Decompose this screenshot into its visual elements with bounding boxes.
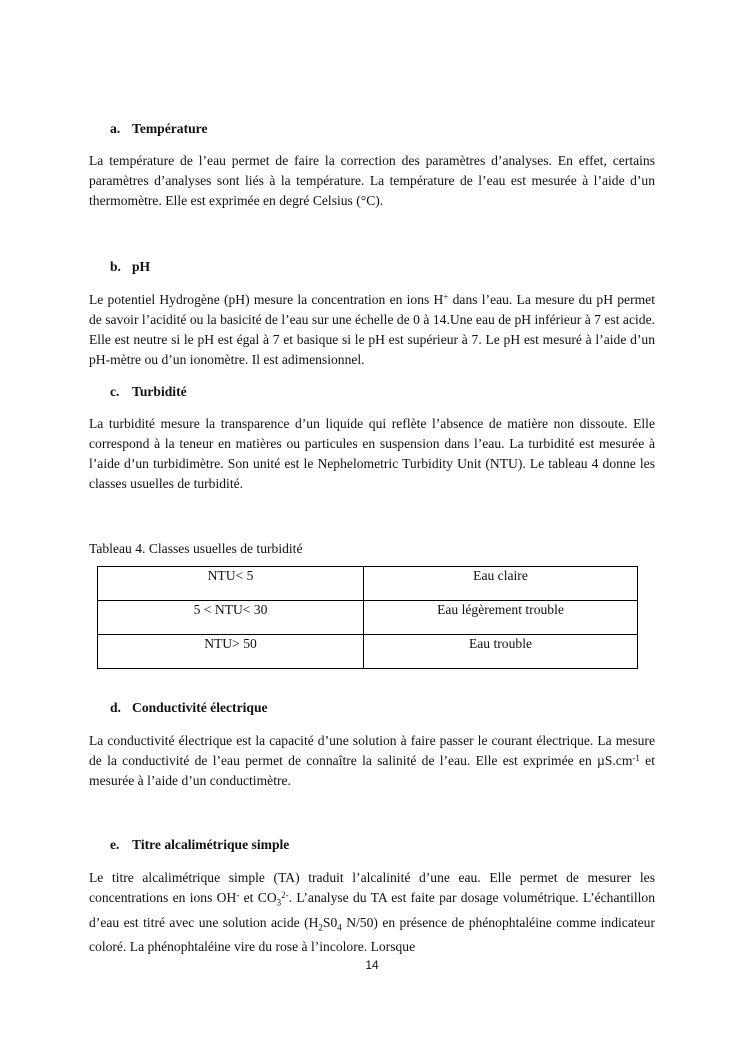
heading-titre-alcalimetrique xyxy=(110,837,289,853)
turbidity-table xyxy=(97,566,638,669)
superscript: + xyxy=(443,292,449,302)
table-row xyxy=(98,635,638,669)
paragraph-turbidite: La turbidité mesure la transparence d’un liquide qui reflète l’absence de matière non dissoute. Elle correspond à la teneur en matières ou particules en suspension dans l’eau. La turbidité est mesurée à l’aide d’un turbidimètre. Son unité est le Nephelometric Turbidity Unit (NTU). Le tableau 4 donne les classes usuelles de turbidité. xyxy=(89,416,655,491)
subscript: 2 xyxy=(318,922,323,933)
text-run: N/50) en présence de phénophtaléine comme indicateur coloré. La phénophtaléine vire du rose à l’incolore. Lorsque xyxy=(89,914,655,955)
table-cell: Eau légèrement trouble xyxy=(364,601,638,635)
heading-turbidite xyxy=(110,384,187,400)
text-run: . L’analyse du TA est faite par dosage volumétrique. L’échantillon d’eau est titré avec une solution acide (H xyxy=(89,890,655,930)
paragraph-titre-alcalimetrique xyxy=(89,868,655,957)
text-run: dans l’eau. La mesure du pH permet de savoir l’acidité ou la basicité de l’eau sur une échelle de 0 à 14.Une eau de pH inférieur à 7 est acide. Elle est neutre si le pH est égal à 7 et basique si le pH est supérieur à 7. Le pH est mesuré à l’aide d’un pH-mètre ou d’un ionomètre. Il est adimensionnel. xyxy=(89,292,655,367)
superscript: 2- xyxy=(281,890,289,900)
table-row xyxy=(98,601,638,635)
table-cell: 5 < NTU< 30 xyxy=(98,601,364,635)
text-run: et CO xyxy=(239,890,277,905)
paragraph-conductivite xyxy=(89,731,655,791)
table-cell: Eau trouble xyxy=(364,635,638,669)
table-cell: NTU< 5 xyxy=(98,567,364,601)
table-cell: NTU> 50 xyxy=(98,635,364,669)
heading-conductivite xyxy=(110,700,268,716)
heading-temperature xyxy=(110,121,208,137)
heading-letter: c. xyxy=(110,384,120,399)
heading-letter: e. xyxy=(110,837,120,852)
text-run: Le titre alcalimétrique simple (TA) traduit l’alcalinité d’une eau. Elle permet de mesurer les concentrations en ions OH xyxy=(89,870,655,905)
paragraph-temperature: La température de l’eau permet de faire la correction des paramètres d’analyses. En effet, certains paramètres d’analyses sont liés à la température. La température de l’eau est mesurée à l’aide d’un thermomètre. Elle est exprimée en degré Celsius (°C). xyxy=(89,153,655,208)
text-run: La conductivité électrique est la capacité d’une solution à faire passer le courant électrique. La mesure de la conductivité de l’eau permet de connaître la salinité de l’eau. Elle est exprimée en µS.cm xyxy=(89,733,655,768)
table-caption: Tableau 4. Classes usuelles de turbidité xyxy=(89,541,303,556)
subscript: 3 xyxy=(276,897,282,908)
heading-title: Conductivité électrique xyxy=(132,700,268,715)
heading-ph xyxy=(110,259,150,275)
text-run: S0 xyxy=(322,914,338,930)
heading-title: Température xyxy=(132,121,208,136)
heading-title: Titre alcalimétrique simple xyxy=(132,837,290,852)
table-row xyxy=(98,567,638,601)
superscript: -1 xyxy=(632,753,640,763)
paragraph-ph xyxy=(89,290,655,370)
table-cell: Eau claire xyxy=(364,567,638,601)
text-run: et mesurée à l’aide d’un conductimètre. xyxy=(89,753,655,788)
superscript: - xyxy=(236,890,240,900)
page-number: 14 xyxy=(365,958,379,972)
heading-title: Turbidité xyxy=(132,384,187,399)
heading-letter: b. xyxy=(110,259,121,274)
heading-letter: a. xyxy=(110,121,121,136)
heading-letter: d. xyxy=(110,700,121,715)
text-run: Le potentiel Hydrogène (pH) mesure la concentration en ions H xyxy=(89,292,444,307)
heading-title: pH xyxy=(132,259,151,274)
subscript: 4 xyxy=(337,922,342,933)
